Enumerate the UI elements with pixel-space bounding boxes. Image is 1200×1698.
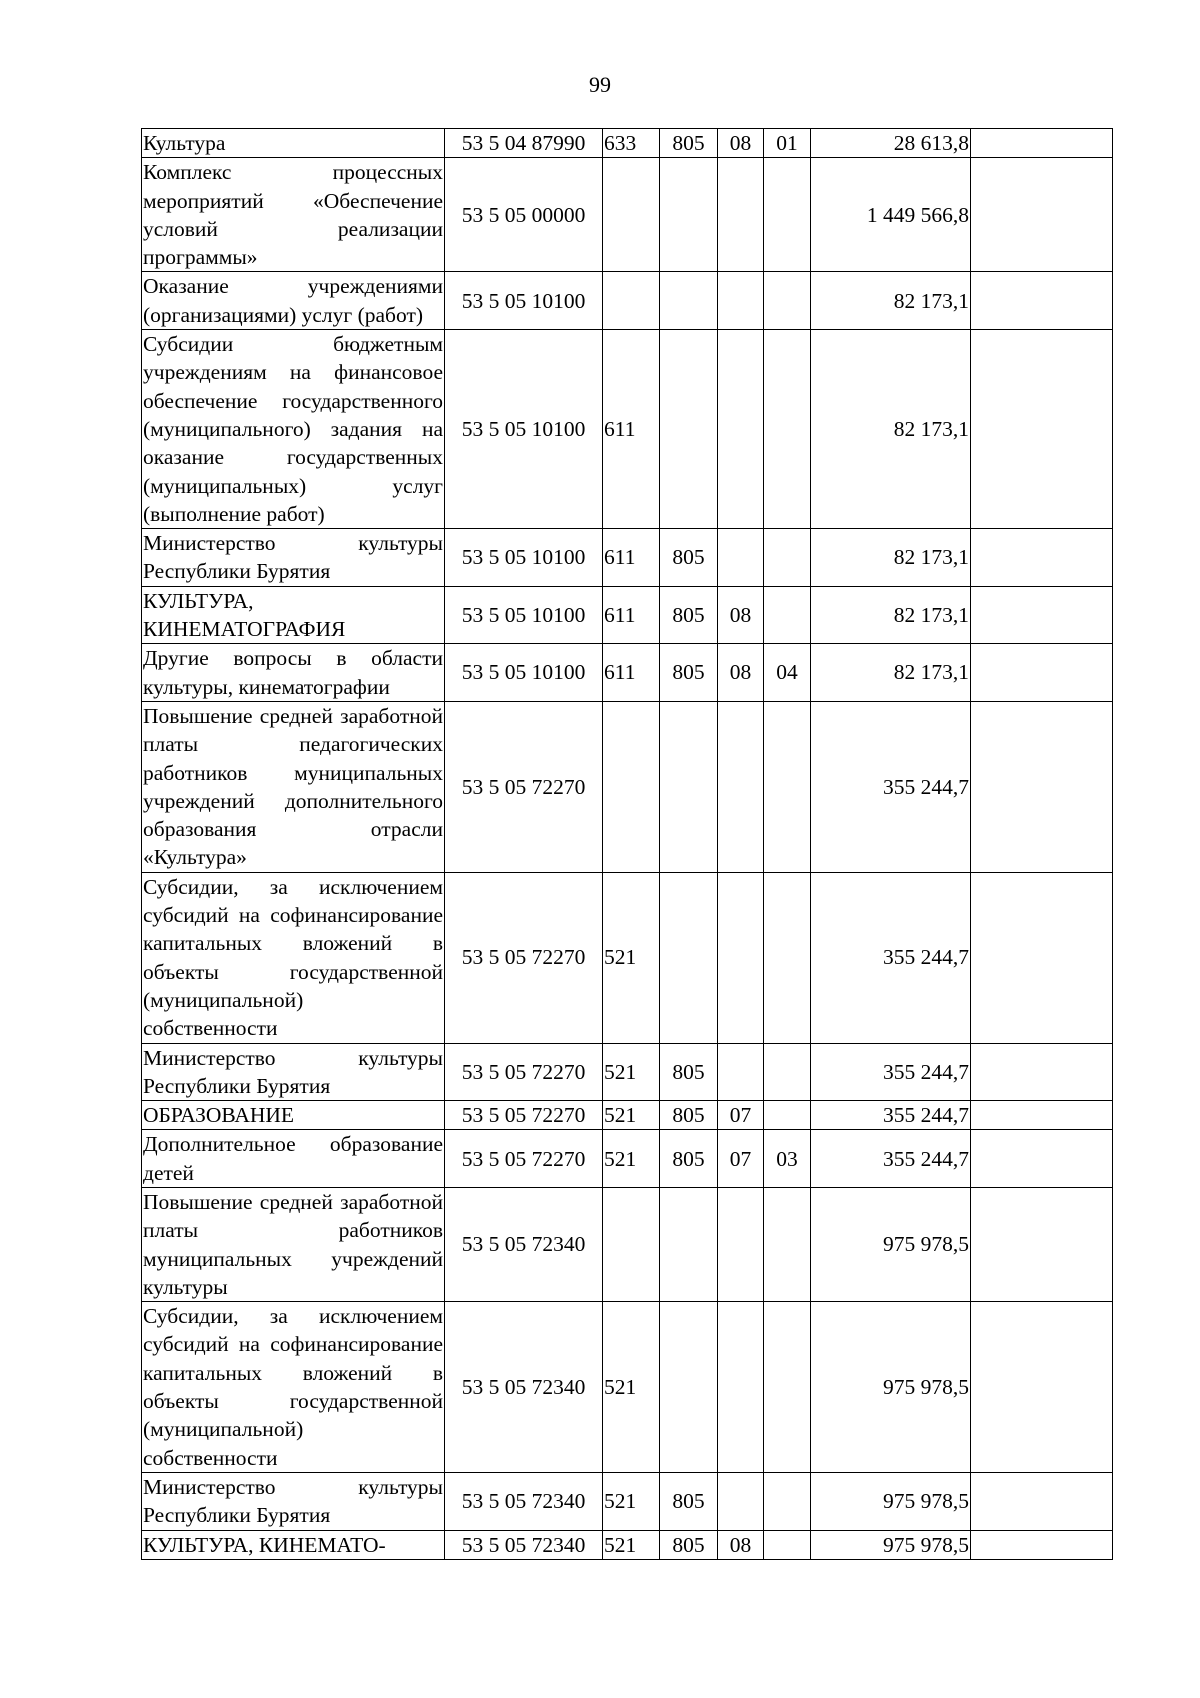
- row-name-cell: Повышение средней заработной платы работников муниципальных учреждений культуры: [142, 1187, 445, 1301]
- row-subsection-cell: [764, 1472, 811, 1530]
- row-expense-type-cell: 521: [603, 1472, 660, 1530]
- row-section-cell: [718, 1472, 764, 1530]
- row-empty-cell: [971, 330, 1113, 529]
- row-empty-cell: [971, 1530, 1113, 1559]
- table-body: [142, 129, 1113, 1560]
- row-name-cell: ОБРАЗОВАНИЕ: [142, 1101, 445, 1130]
- row-code-cell: 53 5 05 00000: [445, 158, 603, 272]
- row-subsection-cell: [764, 529, 811, 587]
- row-expense-type-cell: 611: [603, 644, 660, 702]
- row-code-cell: 53 5 04 87990: [445, 129, 603, 158]
- row-amount-cell: 82 173,1: [811, 644, 971, 702]
- row-name-cell: Повышение средней заработной платы педагогических работников муниципальных учреждений дополнительного образования отрасли «Культура»: [142, 701, 445, 872]
- row-ministry-cell: 805: [660, 529, 718, 587]
- row-code-cell: 53 5 05 10100: [445, 586, 603, 644]
- row-section-cell: [718, 1187, 764, 1301]
- row-code-cell: 53 5 05 72270: [445, 1130, 603, 1188]
- table-row: [142, 129, 1113, 158]
- row-ministry-cell: 805: [660, 644, 718, 702]
- row-section-cell: 08: [718, 586, 764, 644]
- row-empty-cell: [971, 586, 1113, 644]
- row-empty-cell: [971, 272, 1113, 330]
- row-expense-type-cell: 611: [603, 529, 660, 587]
- row-empty-cell: [971, 644, 1113, 702]
- row-code-cell: 53 5 05 72270: [445, 872, 603, 1043]
- row-code-cell: 53 5 05 10100: [445, 272, 603, 330]
- row-name-cell: Субсидии, за исключением субсидий на софинансирование капитальных вложений в объекты государственной (муниципальной) собственности: [142, 1302, 445, 1473]
- row-name-cell: Культура: [142, 129, 445, 158]
- row-subsection-cell: [764, 1187, 811, 1301]
- row-subsection-cell: [764, 586, 811, 644]
- row-amount-cell: 1 449 566,8: [811, 158, 971, 272]
- row-section-cell: 08: [718, 129, 764, 158]
- row-section-cell: [718, 1302, 764, 1473]
- row-subsection-cell: 04: [764, 644, 811, 702]
- row-subsection-cell: [764, 1302, 811, 1473]
- row-empty-cell: [971, 701, 1113, 872]
- row-empty-cell: [971, 158, 1113, 272]
- row-code-cell: 53 5 05 10100: [445, 529, 603, 587]
- row-ministry-cell: 805: [660, 129, 718, 158]
- row-ministry-cell: [660, 872, 718, 1043]
- row-ministry-cell: [660, 1187, 718, 1301]
- row-code-cell: 53 5 05 10100: [445, 330, 603, 529]
- row-subsection-cell: [764, 1101, 811, 1130]
- row-expense-type-cell: [603, 1187, 660, 1301]
- row-expense-type-cell: [603, 701, 660, 872]
- row-name-cell: Министерство культуры Республики Бурятия: [142, 529, 445, 587]
- row-empty-cell: [971, 872, 1113, 1043]
- table-row: [142, 644, 1113, 702]
- row-amount-cell: 82 173,1: [811, 330, 971, 529]
- row-amount-cell: 975 978,5: [811, 1302, 971, 1473]
- row-expense-type-cell: [603, 158, 660, 272]
- row-section-cell: [718, 1043, 764, 1101]
- row-subsection-cell: [764, 872, 811, 1043]
- row-expense-type-cell: 521: [603, 1101, 660, 1130]
- row-ministry-cell: 805: [660, 1101, 718, 1130]
- row-amount-cell: 975 978,5: [811, 1472, 971, 1530]
- table-row: [142, 1101, 1113, 1130]
- table-row: [142, 586, 1113, 644]
- table-row: [142, 1530, 1113, 1559]
- row-expense-type-cell: 521: [603, 1130, 660, 1188]
- table-row: [142, 1302, 1113, 1473]
- row-expense-type-cell: 633: [603, 129, 660, 158]
- row-empty-cell: [971, 1302, 1113, 1473]
- row-subsection-cell: 01: [764, 129, 811, 158]
- row-ministry-cell: 805: [660, 1530, 718, 1559]
- row-amount-cell: 82 173,1: [811, 586, 971, 644]
- row-section-cell: 07: [718, 1130, 764, 1188]
- budget-table: [141, 128, 1113, 1560]
- row-name-cell: Дополнительное образование детей: [142, 1130, 445, 1188]
- row-section-cell: 08: [718, 1530, 764, 1559]
- row-empty-cell: [971, 1101, 1113, 1130]
- row-name-cell: Другие вопросы в области культуры, кинематографии: [142, 644, 445, 702]
- row-subsection-cell: [764, 272, 811, 330]
- page-number: 99: [589, 72, 611, 97]
- row-empty-cell: [971, 129, 1113, 158]
- row-ministry-cell: [660, 330, 718, 529]
- row-expense-type-cell: [603, 272, 660, 330]
- row-name-cell: КУЛЬТУРА, КИНЕМАТОГРАФИЯ: [142, 586, 445, 644]
- row-code-cell: 53 5 05 72340: [445, 1302, 603, 1473]
- row-name-cell: Министерство культуры Республики Бурятия: [142, 1472, 445, 1530]
- row-section-cell: [718, 158, 764, 272]
- row-ministry-cell: [660, 158, 718, 272]
- row-code-cell: 53 5 05 72340: [445, 1187, 603, 1301]
- row-section-cell: [718, 330, 764, 529]
- row-ministry-cell: 805: [660, 586, 718, 644]
- row-expense-type-cell: 521: [603, 1043, 660, 1101]
- row-expense-type-cell: 521: [603, 1530, 660, 1559]
- row-section-cell: 08: [718, 644, 764, 702]
- row-amount-cell: 355 244,7: [811, 1130, 971, 1188]
- row-subsection-cell: [764, 330, 811, 529]
- row-expense-type-cell: 611: [603, 586, 660, 644]
- row-expense-type-cell: 521: [603, 872, 660, 1043]
- row-subsection-cell: [764, 1530, 811, 1559]
- row-section-cell: 07: [718, 1101, 764, 1130]
- table-row: [142, 1043, 1113, 1101]
- row-code-cell: 53 5 05 72270: [445, 1101, 603, 1130]
- row-name-cell: Оказание учреждениями (организациями) услуг (работ): [142, 272, 445, 330]
- row-name-cell: Субсидии бюджетным учреждениям на финансовое обеспечение государственного (муниципального) задания на оказание государственных (муниципальных) услуг (выполнение работ): [142, 330, 445, 529]
- row-amount-cell: 82 173,1: [811, 272, 971, 330]
- row-empty-cell: [971, 1187, 1113, 1301]
- row-code-cell: 53 5 05 72340: [445, 1472, 603, 1530]
- row-code-cell: 53 5 05 10100: [445, 644, 603, 702]
- row-amount-cell: 355 244,7: [811, 1043, 971, 1101]
- table-row: [142, 1187, 1113, 1301]
- row-amount-cell: 355 244,7: [811, 1101, 971, 1130]
- row-section-cell: [718, 872, 764, 1043]
- row-amount-cell: 82 173,1: [811, 529, 971, 587]
- row-subsection-cell: 03: [764, 1130, 811, 1188]
- row-name-cell: Министерство культуры Республики Бурятия: [142, 1043, 445, 1101]
- table-row: [142, 158, 1113, 272]
- row-amount-cell: 975 978,5: [811, 1187, 971, 1301]
- row-ministry-cell: [660, 1302, 718, 1473]
- table-row: [142, 529, 1113, 587]
- table-row: [142, 1472, 1113, 1530]
- row-code-cell: 53 5 05 72340: [445, 1530, 603, 1559]
- row-subsection-cell: [764, 1043, 811, 1101]
- table-row: [142, 1130, 1113, 1188]
- row-ministry-cell: 805: [660, 1130, 718, 1188]
- table-row: [142, 272, 1113, 330]
- row-ministry-cell: 805: [660, 1043, 718, 1101]
- row-amount-cell: 355 244,7: [811, 872, 971, 1043]
- row-name-cell: Субсидии, за исключением субсидий на софинансирование капитальных вложений в объекты государственной (муниципальной) собственности: [142, 872, 445, 1043]
- row-empty-cell: [971, 1130, 1113, 1188]
- row-empty-cell: [971, 1043, 1113, 1101]
- table-row: [142, 330, 1113, 529]
- table-row: [142, 701, 1113, 872]
- row-subsection-cell: [764, 158, 811, 272]
- row-name-cell: КУЛЬТУРА, КИНЕМАТО-: [142, 1530, 445, 1559]
- row-section-cell: [718, 701, 764, 872]
- row-amount-cell: 975 978,5: [811, 1530, 971, 1559]
- row-subsection-cell: [764, 701, 811, 872]
- row-empty-cell: [971, 1472, 1113, 1530]
- row-expense-type-cell: 521: [603, 1302, 660, 1473]
- row-code-cell: 53 5 05 72270: [445, 701, 603, 872]
- row-ministry-cell: 805: [660, 1472, 718, 1530]
- row-code-cell: 53 5 05 72270: [445, 1043, 603, 1101]
- row-amount-cell: 355 244,7: [811, 701, 971, 872]
- row-empty-cell: [971, 529, 1113, 587]
- row-amount-cell: 28 613,8: [811, 129, 971, 158]
- table-row: [142, 872, 1113, 1043]
- row-ministry-cell: [660, 272, 718, 330]
- row-section-cell: [718, 272, 764, 330]
- row-section-cell: [718, 529, 764, 587]
- row-name-cell: Комплекс процессных мероприятий «Обеспечение условий реализации программы»: [142, 158, 445, 272]
- row-expense-type-cell: 611: [603, 330, 660, 529]
- row-ministry-cell: [660, 701, 718, 872]
